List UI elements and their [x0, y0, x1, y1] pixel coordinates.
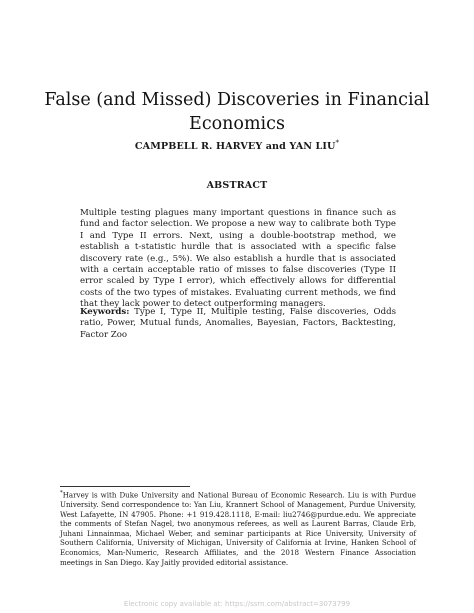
- footnote-marker: *: [60, 490, 63, 496]
- footnote-text: Harvey is with Duke University and National Bureau of Economic Research. Liu is with Purdue University. Send correspondence to: Yan Liu, Krannert School of Management, Purdue University, West Lafayette, IN 47905. Phone: +1 919.428.1118, E-mail: liu2746@purdue.edu. We appreciate the comments of Stefan Nagel, two anonymous referees, as well as Laurent Barras, Claude Erb, Juhani Linnainmaa, Michael Weber, and seminar participants at Rice University, University of Southern California, University of Michigan, University of California at Irvine, Hanken School of Economics, Man-Numeric, Research Affiliates, and the 2018 Western Finance Association meetings in San Diego. Kay Jaitly provided editorial assistance.: [60, 490, 416, 567]
- keywords-list: Type I, Type II, Multiple testing, False discoveries, Odds ratio, Power, Mutual funds, Anomalies, Bayesian, Factors, Backtesting, Factor Zoo: [80, 307, 396, 340]
- author-footnote: [60, 489, 416, 567]
- paper-title: False (and Missed) Discoveries in Financial Economics: [44, 90, 430, 134]
- ssrn-watermark: Electronic copy available at: https://ssrn.com/abstract=3073799: [123, 600, 351, 608]
- footnote-divider: [60, 486, 190, 487]
- author-footnote-marker: *: [335, 139, 340, 147]
- abstract-heading: ABSTRACT: [206, 180, 268, 191]
- keywords-block: [80, 307, 396, 341]
- abstract-text: Multiple testing plagues many important questions in finance such as fund and factor selection. We propose a new way to calibrate both Type I and Type II errors. Next, using a double-bootstrap method, we establish a t-statistic hurdle that is associated with a specific false discovery rate (e.g., 5%). We also establish a hurdle that is associated with a certain acceptable ratio of misses to false discoveries (Type II error scaled by Type I error), which effectively allows for differential costs of the two types of mistakes. Evaluating current methods, we find that they lack power to detect outperforming managers.: [80, 208, 396, 310]
- author-line: [40, 139, 434, 152]
- keywords-label: Keywords:: [80, 307, 130, 317]
- author-names: CAMPBELL R. HARVEY and YAN LIU: [134, 141, 336, 153]
